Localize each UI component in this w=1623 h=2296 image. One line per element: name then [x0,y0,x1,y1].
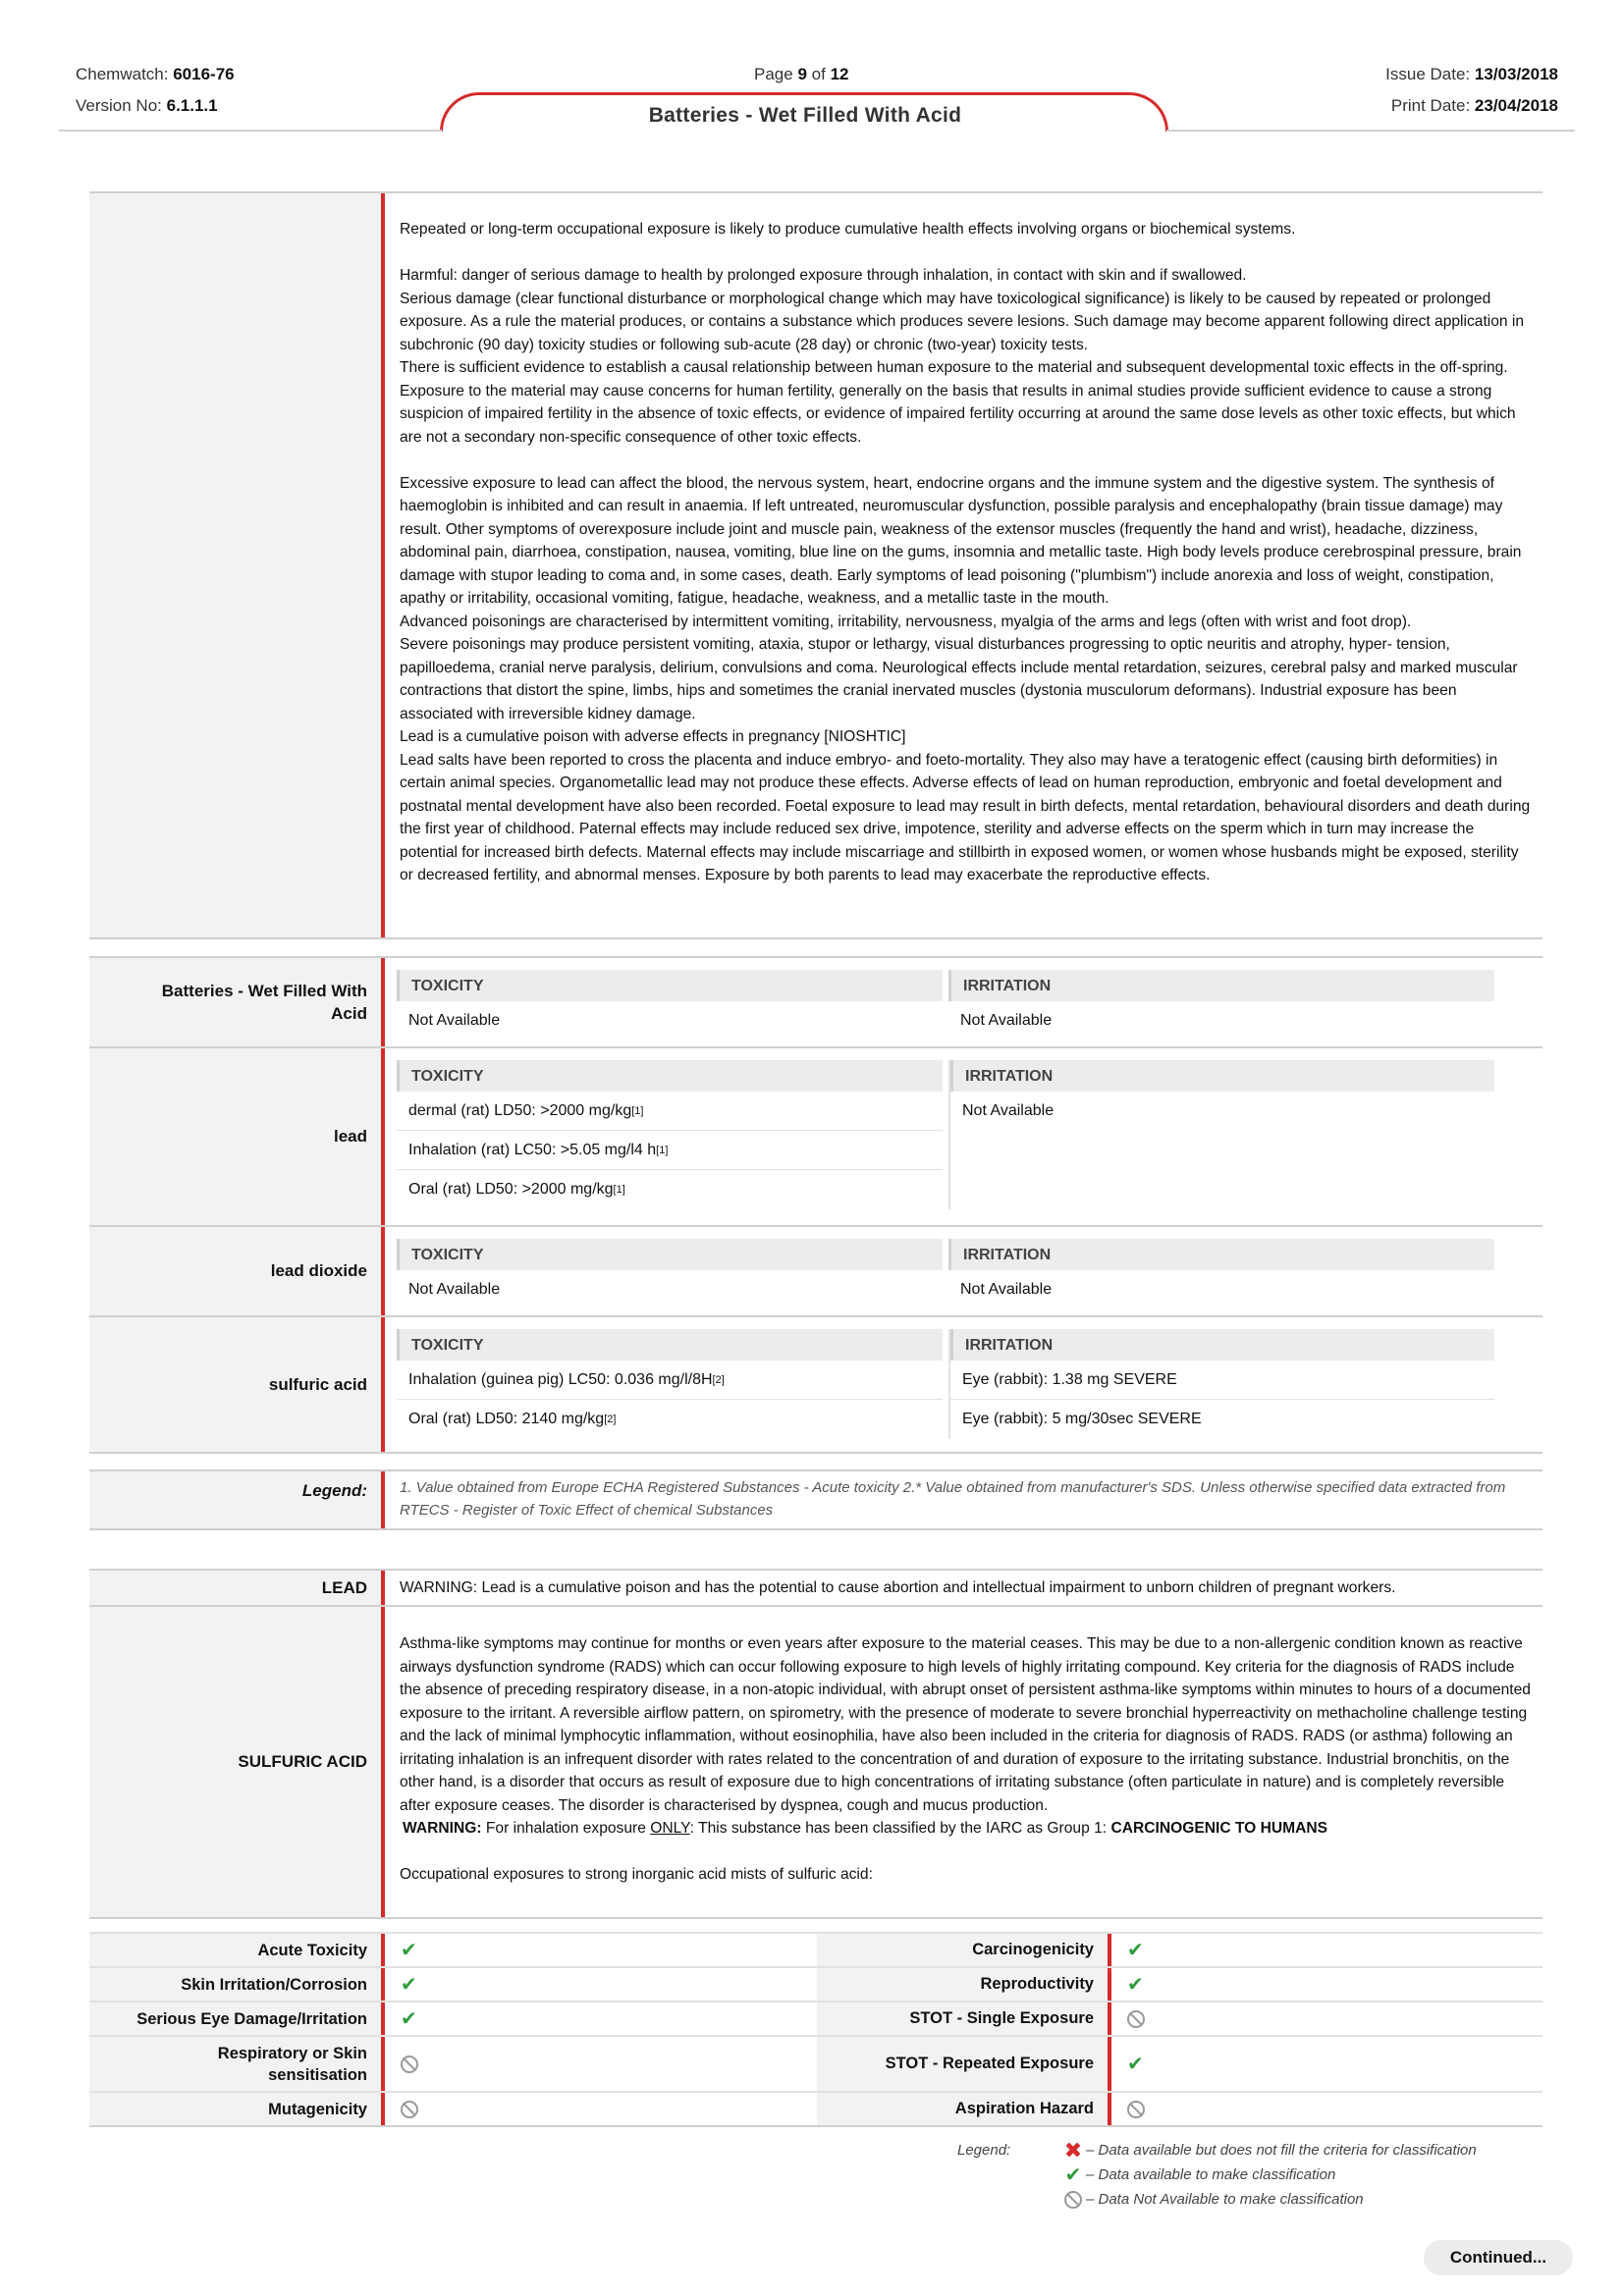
classification-row [89,2091,1542,2125]
version-number: Version No: 6.1.1.1 [76,96,218,115]
paragraph: Excessive exposure to lead can affect the blood, the nervous system, heart, endocrine organs and the immune system and the digestive system. The synthesis of haemoglobin is inhibited and can result in anaemia. If left untreated, neuromuscular dysfunction, possible paralysis and encephalopathy (brain tissue damage) may result. Other symptoms of overexposure include joint and muscle pain, weakness of the extensor muscles (frequently the hand and wrist), headache, dizziness, abdominal pain, diarrhoea, constipation, nausea, vomiting, blue line on the gums, insomnia and metallic taste. High body levels produce cerebrospinal pressure, brain damage with stupor leading to coma and, in some cases, death. Early symptoms of lead poisoning ("plumbism") include anorexia and loss of weight, constipation, apathy or irritability, occasional vomiting, fatigue, headache, weakness, and a metallic taste in the mouth. [400,474,1522,607]
header-rule-left [59,130,442,132]
irritation-value: Eye (rabbit): 5 mg/30sec SEVERE [962,1411,1202,1427]
status-cell [385,2093,817,2125]
legend-item: – Data available to make classification [1086,2166,1336,2183]
issue-date: Issue Date: 13/03/2018 [1385,65,1558,83]
substance-row-lead [89,1048,1542,1225]
legend-item: – Data available but does not fill the criteria for classification [1086,2142,1477,2159]
legend-label: Legend: [957,2142,1011,2159]
hazard-label: Respiratory or Skin sensitisation [89,2037,381,2091]
irritation-value: Not Available [960,1281,1053,1298]
status-cell [1111,2002,1542,2035]
document-title: Batteries - Wet Filled With Acid [648,104,962,127]
not-available-icon [1127,2101,1145,2118]
iarc-warning: WARNING: For inhalation exposure ONLY: This substance has been classified by the IARC as Group 1: CARCINOGENIC TO HUMANS [403,1820,1328,1837]
toxicity-header: TOXICITY [397,1329,943,1361]
status-cell [385,1968,817,2001]
substance-row-sulfuric-acid [89,1317,1542,1452]
page-number: Page 9 of 12 [754,65,849,83]
tox-legend [89,1471,1542,1528]
status-cell [385,1934,817,1966]
irritation-header: IRRITATION [948,1239,1494,1270]
hazard-label: Aspiration Hazard [817,2093,1108,2125]
toxicity-value: Inhalation (rat) LC50: >5.05 mg/l4 h [1] [397,1131,943,1170]
sulfuric-acid-section [89,1607,1542,1917]
check-icon: ✔ [1127,1939,1144,1961]
paragraph: Lead is a cumulative poison with adverse effects in pregnancy [NIOSHTIC] [400,728,906,745]
chronic-effects-section [89,193,1542,937]
paragraph: There is sufficient evidence to establish a causal relationship between human exposure to the material and subsequent developmental toxic effects in the off-spring. [400,359,1508,376]
hazard-label: STOT - Single Exposure [817,2002,1108,2035]
paragraph: Serious damage (clear functional disturbance or morphological change which may have toxicological significance) is likely to be caused by repeated or prolonged exposure. As a rule the material produces, or contains a substance which produces severe lesions. Such damage may become apparent following direct application in subchronic (90 day) toxicity studies or following sub-acute (28 day) or chronic (two-year) toxicity tests. [400,290,1525,353]
x-icon: ✖ [1063,2137,1083,2163]
divider [89,1528,1542,1530]
check-icon: ✔ [401,1939,417,1961]
status-cell [385,2037,817,2091]
check-icon: ✔ [1064,2163,1082,2186]
substance-name: Batteries - Wet Filled With Acid [89,958,381,1046]
hazard-label: STOT - Repeated Exposure [817,2037,1108,2091]
hazard-label: Acute Toxicity [89,1934,381,1966]
status-cell [1111,1934,1542,1966]
sulfuric-acid-label: SULFURIC ACID [89,1607,381,1917]
tox-table [397,970,1528,1041]
irritation-value: Not Available [962,1102,1055,1119]
paragraph: Exposure to the material may cause concerns for human fertility, generally on the basis that results in animal studies provide sufficient evidence to cause a strong suspicion of impaired fertility in the absence of toxic effects, or evidence of impaired fertility occurring at around the same dose levels as other toxic effects, but which are not a secondary non-specific consequence of other toxic effects. [400,382,1516,446]
toxicity-value: Oral (rat) LD50: >2000 mg/kg [1] [408,1181,625,1198]
paragraph: Severe poisonings may produce persistent vomiting, ataxia, stupor or lethargy, visual disturbances progressing to optic neuritis and atrophy, hyper- tension, papilloedema, cranial nerve paralysis, delirium, convulsions and coma. Neurological effects include mental retardation, seizures, cerebral palsy and marked muscular contractions that distort the spine, limbs, hips and sometimes the cranial inervated muscles (dystonia musculorum deformans). Industrial exposure has been associated with irreversible kidney damage. [400,636,1518,722]
not-available-icon [401,2101,418,2118]
status-cell [1111,2037,1542,2091]
hazard-label: Mutagenicity [89,2093,381,2125]
substance-row-battery [89,958,1542,1046]
toxicity-value: Not Available [408,1281,501,1298]
lead-label: LEAD [89,1571,381,1605]
section-label-empty [89,193,381,937]
irritation-value: Not Available [960,1012,1053,1029]
lead-warning-text: WARNING: Lead is a cumulative poison and has the potential to cause abortion and intellectual impairment to unborn children of pregnant workers. [400,1578,1396,1596]
check-icon: ✔ [401,1973,417,1996]
chronic-effects-text [385,193,1542,937]
substance-name: lead dioxide [89,1227,381,1315]
paragraph: Asthma-like symptoms may continue for months or even years after exposure to the material ceases. This may be due to a non-allergenic condition known as reactive airways dysfunction syndrome (RADS) which can occur following exposure to high levels of highly irritating compound. Key criteria for the diagnosis of RADS include the absence of preceding respiratory disease, in a non-atopic individual, with abrupt onset of persistent asthma-like symptoms within minutes to hours of a documented exposure to the irritant. A reversible airflow pattern, on spirometry, with the presence of moderate to severe bronchial hyperreactivity on methacholine challenge testing and the lack of minimal lymphocytic inflammation, without eosinophilia, have also been included in the criteria for diagnosis of RADS. RADS (or asthma) following an irritating inhalation is an infrequent disorder with rates related to the concentration of and duration of exposure to the irritating substance. Industrial bronchitis, on the other hand, is a disorder that occurs as result of exposure due to high concentrations of irritating substance (often particulate in nature) and is completely reversible after exposure ceases. The disorder is characterised by dyspnea, cough and mucus production. [400,1635,1531,1814]
irritation-header: IRRITATION [948,970,1494,1001]
paragraph: Lead salts have been reported to cross the placenta and induce embryo- and foeto-mortality. They also may have a teratogenic effect (causing birth deformities) in certain animal species. Organometallic lead may not produce these effects. Adverse effects of lead on human reproduction, embryonic and foetal development and postnatal mental development have also been recorded. Foetal exposure to lead may result in birth defects, mental retardation, behavioural disorders and death during the first year of childhood. Paternal effects may include reduced sex drive, impotence, sterility and adverse effects on the sperm which in turn may increase the potential for increased birth defects. Maternal effects may include miscarriage and stillbirth in exposed women, or women whose husbands might be exposed, sterility or decreased fertility, and abnormal menses. Exposure by both parents to lead may exacerbate the reproductive effects. [400,751,1531,883]
toxicity-value: Not Available [408,1012,501,1029]
not-available-icon [1064,2191,1082,2209]
lead-warning-row [89,1571,1542,1605]
continued-label: Continued... [1424,2240,1573,2275]
header-rule-right [1166,130,1575,132]
not-available-icon [401,2056,418,2073]
check-icon: ✔ [1127,1973,1144,1996]
sulfuric-acid-text [385,1607,1542,1917]
classification-row [89,2001,1542,2035]
legend-text: 1. Value obtained from Europe ECHA Registered Substances - Acute toxicity 2.* Value obtained from manufacturer's SDS. Unless otherwise specified data extracted from RTECS - Register of Toxic Effect of chemical Substances [400,1479,1506,1519]
hazard-label: Serious Eye Damage/Irritation [89,2002,381,2035]
irritation-value: Eye (rabbit): 1.38 mg SEVERE [950,1361,1494,1400]
tox-table [397,1329,1528,1439]
hazard-label: Reproductivity [817,1968,1108,2001]
classification-legend [957,2138,1477,2212]
toxicity-value: Inhalation (guinea pig) LC50: 0.036 mg/l/8H [2] [397,1361,943,1400]
not-available-icon [1127,2010,1145,2028]
classification-row [89,1932,1542,1966]
status-cell [1111,1968,1542,2001]
toxicity-value: Oral (rat) LD50: 2140 mg/kg [2] [408,1411,617,1427]
tox-table [397,1060,1528,1209]
substance-name: lead [89,1048,381,1225]
tox-table [397,1239,1528,1309]
divider [89,1452,1542,1454]
print-date: Print Date: 23/04/2018 [1390,96,1558,115]
check-icon: ✔ [1127,2053,1144,2075]
toxicity-header: TOXICITY [397,1239,943,1270]
check-icon: ✔ [401,2007,417,2030]
toxicity-header: TOXICITY [397,1060,943,1092]
irritation-header: IRRITATION [950,1329,1494,1361]
divider [89,2125,1542,2127]
substance-row-lead-dioxide [89,1227,1542,1315]
substance-name: sulfuric acid [89,1317,381,1452]
classification-row [89,2035,1542,2091]
divider [89,937,1542,939]
hazard-label: Skin Irritation/Corrosion [89,1968,381,2001]
status-cell [1111,2093,1542,2125]
status-cell [385,2002,817,2035]
chemwatch-code: Chemwatch: 6016-76 [76,65,235,83]
paragraph: Occupational exposures to strong inorganic acid mists of sulfuric acid: [400,1866,873,1883]
paragraph: Advanced poisonings are characterised by intermittent vomiting, irritability, nervousness, myalgia of the arms and legs (often with wrist and foot drop). [400,613,1412,630]
classification-row [89,1966,1542,2001]
hazard-label: Carcinogenicity [817,1934,1108,1966]
toxicity-value: dermal (rat) LD50: >2000 mg/kg [1] [397,1092,943,1131]
legend-item: – Data Not Available to make classification [1086,2191,1364,2208]
legend-label: Legend: [89,1471,381,1528]
paragraph: Repeated or long-term occupational exposure is likely to produce cumulative health effects involving organs or biochemical systems. [400,221,1296,238]
paragraph: Harmful: danger of serious damage to health by prolonged exposure through inhalation, in contact with skin and if swallowed. [400,267,1247,284]
divider [89,1917,1542,1919]
irritation-header: IRRITATION [950,1060,1494,1092]
toxicity-header: TOXICITY [397,970,943,1001]
